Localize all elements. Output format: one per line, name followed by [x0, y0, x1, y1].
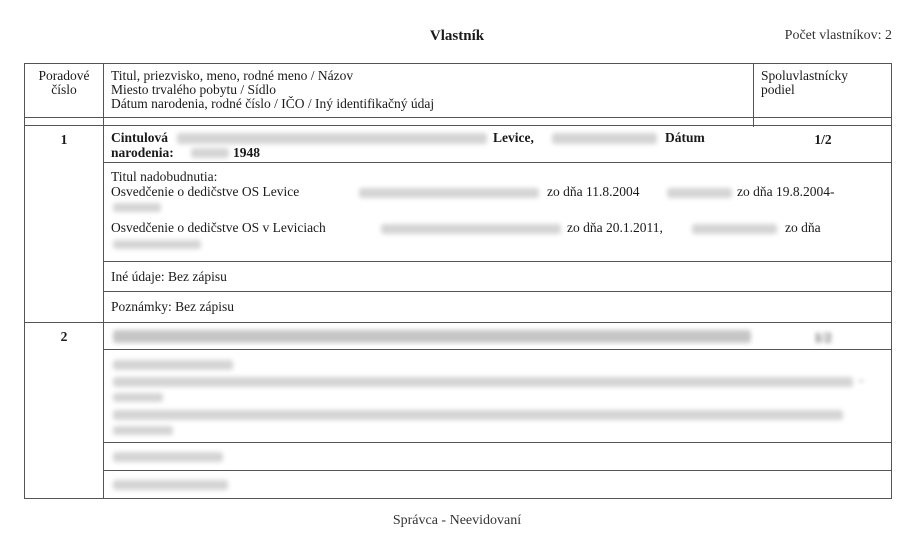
section-title: Vlastník: [429, 28, 485, 44]
redacted-acquisition-line: [113, 426, 173, 435]
row-divider: [103, 470, 891, 471]
owner-1-birth-year: 1948: [233, 145, 260, 160]
person-header: Titul, priezvisko, meno, rodné meno / Názov Miesto trvalého pobytu / Sídlo Dátum narodenia, rodné číslo / IČO / Iný identifikačný údaj: [111, 68, 435, 111]
row-divider: [103, 349, 891, 350]
order-header: Poradové číslo: [38, 68, 90, 97]
row-divider: [25, 322, 891, 323]
owner-1-birth-label: Dátum: [665, 130, 705, 145]
row-divider: [25, 125, 891, 126]
redacted-dash: -: [859, 372, 864, 387]
share-header: Spoluvlastnícky podiel: [761, 68, 848, 97]
owner-1-birth-label-2: narodenia:: [111, 145, 174, 160]
owner-1-city: Levice,: [493, 130, 534, 145]
redacted-birth-date: [191, 148, 229, 158]
owner-1-share: 1/2: [814, 132, 832, 147]
redacted-id: [552, 133, 657, 144]
acquisition-1-date: zo dňa 11.8.2004: [547, 184, 640, 199]
redacted-name: [177, 133, 487, 144]
row-divider: [103, 162, 891, 163]
other-data: Iné údaje: Bez zápisu: [111, 269, 227, 284]
owner-1-number: 1: [60, 132, 68, 147]
notes: Poznámky: Bez zápisu: [111, 299, 234, 314]
owner-count: Počet vlastníkov: 2: [784, 28, 892, 43]
owner-1-name-start: Cintulová: [111, 130, 169, 145]
redacted-notes: [113, 480, 228, 490]
redacted-other-data: [113, 452, 223, 462]
row-divider: [25, 117, 891, 118]
owners-table: [24, 63, 892, 499]
redacted-acquisition-line: [113, 410, 843, 420]
owner-2-number: 2: [60, 329, 68, 344]
acquisition-2-date2: zo dňa: [785, 220, 821, 235]
column-divider: [103, 64, 104, 498]
row-divider: [103, 261, 891, 262]
redacted-ref: [667, 188, 732, 198]
redacted-acquisition-line: [113, 377, 853, 387]
redacted-case-number: [359, 188, 539, 198]
redacted-ref: [113, 203, 161, 212]
redacted-case-number: [381, 224, 561, 234]
administrator-line: Správca - Neevidovaní: [392, 513, 522, 528]
redacted-acquisition-line: [113, 393, 163, 402]
redacted-acquisition-title: [113, 360, 233, 370]
owner-2-share: 1/2: [814, 330, 832, 345]
row-divider: [103, 291, 891, 292]
row-divider: [103, 442, 891, 443]
redacted-owner-2-name: [113, 330, 751, 343]
redacted-ref: [692, 224, 777, 234]
acquisition-1-date2: zo dňa 19.8.2004-: [737, 184, 835, 199]
acquisition-2-date: zo dňa 20.1.2011,: [567, 220, 663, 235]
acquisition-1-text: Osvedčenie o dedičstve OS Levice: [111, 184, 300, 199]
acquisition-2-text: Osvedčenie o dedičstve OS v Leviciach: [111, 220, 326, 235]
acquisition-title: Titul nadobudnutia:: [111, 169, 218, 184]
redacted-ref: [113, 240, 201, 249]
